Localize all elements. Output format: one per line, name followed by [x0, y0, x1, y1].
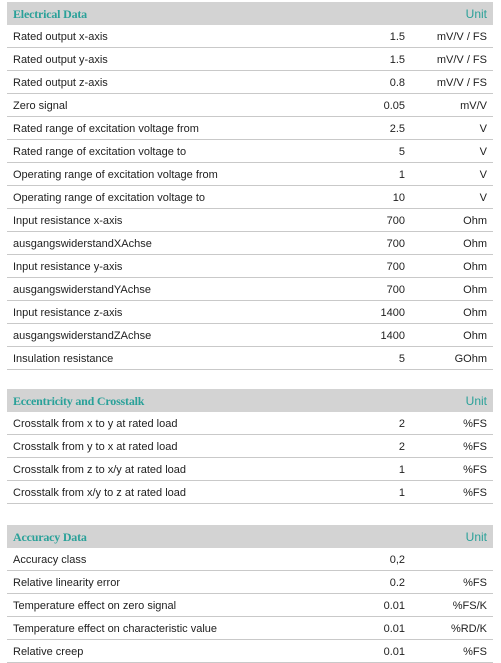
row-label: Accuracy class — [13, 554, 87, 566]
row-label: Temperature effect on characteristic value — [13, 623, 218, 635]
row-label: ausgangswiderstandXAchse — [13, 238, 152, 250]
row-value: 1400 — [380, 307, 405, 319]
row-label: Rated output y-axis — [13, 54, 108, 66]
table-row — [7, 71, 493, 94]
row-value: 0.8 — [389, 77, 405, 89]
table-row — [7, 232, 493, 255]
accuracy-data-section — [7, 525, 493, 663]
table-row — [7, 117, 493, 140]
row-label: Relative creep — [13, 646, 84, 658]
row-value: 0.01 — [383, 646, 405, 658]
table-row — [7, 186, 493, 209]
row-value: 1 — [398, 487, 405, 499]
section-title: Eccentricity and Crosstalk — [13, 394, 145, 408]
row-value: 1 — [398, 169, 405, 181]
row-value: 1 — [398, 464, 405, 476]
row-label: Operating range of excitation voltage from — [13, 169, 218, 181]
data-rows — [7, 548, 493, 663]
table-row — [7, 255, 493, 278]
table-row — [7, 617, 493, 640]
row-unit: Ohm — [463, 284, 487, 296]
row-unit: %FS/K — [452, 600, 487, 612]
row-value: 2 — [398, 441, 405, 453]
row-value: 1.5 — [389, 54, 405, 66]
row-unit: Ohm — [463, 215, 487, 227]
row-label: Zero signal — [13, 100, 68, 112]
row-label: Crosstalk from y to x at rated load — [13, 441, 178, 453]
row-value: 1.5 — [389, 31, 405, 43]
row-label: Insulation resistance — [13, 353, 114, 365]
row-value: 5 — [398, 353, 405, 365]
row-label: Rated range of excitation voltage to — [13, 146, 187, 158]
unit-column-header: Unit — [465, 530, 487, 544]
table-row — [7, 548, 493, 571]
row-unit: %FS — [463, 464, 487, 476]
section-header — [7, 525, 493, 548]
row-label: Rated output x-axis — [13, 31, 108, 43]
row-label: Relative linearity error — [13, 577, 120, 589]
section-title: Accuracy Data — [13, 530, 87, 544]
row-unit: GOhm — [454, 353, 487, 365]
row-unit: Ohm — [463, 307, 487, 319]
table-row — [7, 458, 493, 481]
table-row — [7, 140, 493, 163]
row-value: 700 — [386, 238, 405, 250]
section-title: Electrical Data — [13, 7, 87, 21]
row-unit: %FS — [463, 577, 487, 589]
row-value: 1400 — [380, 330, 405, 342]
table-row — [7, 481, 493, 504]
table-row — [7, 278, 493, 301]
row-unit: %FS — [463, 441, 487, 453]
section-header — [7, 2, 493, 25]
row-value: 0.05 — [383, 100, 405, 112]
row-unit: %RD/K — [450, 623, 487, 635]
row-label: Crosstalk from z to x/y at rated load — [13, 464, 187, 476]
row-unit: %FS — [463, 487, 487, 499]
row-value: 700 — [386, 261, 405, 273]
row-label: Crosstalk from x/y to z at rated load — [13, 487, 187, 499]
row-label: ausgangswiderstandZAchse — [13, 330, 152, 342]
section-header — [7, 389, 493, 412]
table-row — [7, 94, 493, 117]
row-unit: mV/V / FS — [436, 31, 487, 43]
row-label: Input resistance x-axis — [13, 215, 123, 227]
row-label: Crosstalk from x to y at rated load — [13, 418, 178, 430]
row-value: 700 — [386, 284, 405, 296]
row-unit: V — [479, 192, 487, 204]
data-rows — [7, 412, 493, 504]
row-unit: Ohm — [463, 330, 487, 342]
row-value: 0,2 — [389, 554, 405, 566]
row-unit: Ohm — [463, 261, 487, 273]
table-row — [7, 594, 493, 617]
table-row — [7, 347, 493, 370]
table-row — [7, 25, 493, 48]
row-unit: V — [479, 146, 487, 158]
row-unit: %FS — [463, 646, 487, 658]
table-row — [7, 640, 493, 663]
table-row — [7, 435, 493, 458]
table-row — [7, 412, 493, 435]
row-value: 0.01 — [383, 623, 405, 635]
row-label: Rated range of excitation voltage from — [13, 123, 199, 135]
row-value: 2.5 — [389, 123, 405, 135]
unit-column-header: Unit — [465, 394, 487, 408]
row-unit: V — [479, 169, 487, 181]
unit-column-header: Unit — [465, 7, 487, 21]
row-unit: mV/V / FS — [436, 54, 487, 66]
row-value: 2 — [398, 418, 405, 430]
row-unit: Ohm — [463, 238, 487, 250]
row-value: 5 — [398, 146, 405, 158]
row-unit: mV/V / FS — [436, 77, 487, 89]
eccentricity-crosstalk-section — [7, 389, 493, 504]
electrical-data-section — [7, 2, 493, 370]
row-unit: mV/V — [460, 100, 487, 112]
row-value: 0.01 — [383, 600, 405, 612]
row-value: 0.2 — [389, 577, 405, 589]
row-value: 10 — [392, 192, 405, 204]
table-row — [7, 163, 493, 186]
table-row — [7, 571, 493, 594]
row-label: Operating range of excitation voltage to — [13, 192, 206, 204]
table-row — [7, 48, 493, 71]
table-row — [7, 209, 493, 232]
table-row — [7, 301, 493, 324]
row-unit: %FS — [463, 418, 487, 430]
row-label: Input resistance y-axis — [13, 261, 123, 273]
table-row — [7, 324, 493, 347]
row-unit: V — [479, 123, 487, 135]
row-label: Rated output z-axis — [13, 77, 108, 89]
row-label: Temperature effect on zero signal — [13, 600, 177, 612]
row-value: 700 — [386, 215, 405, 227]
data-rows — [7, 25, 493, 370]
row-label: Input resistance z-axis — [13, 307, 123, 319]
row-label: ausgangswiderstandYAchse — [13, 284, 151, 296]
